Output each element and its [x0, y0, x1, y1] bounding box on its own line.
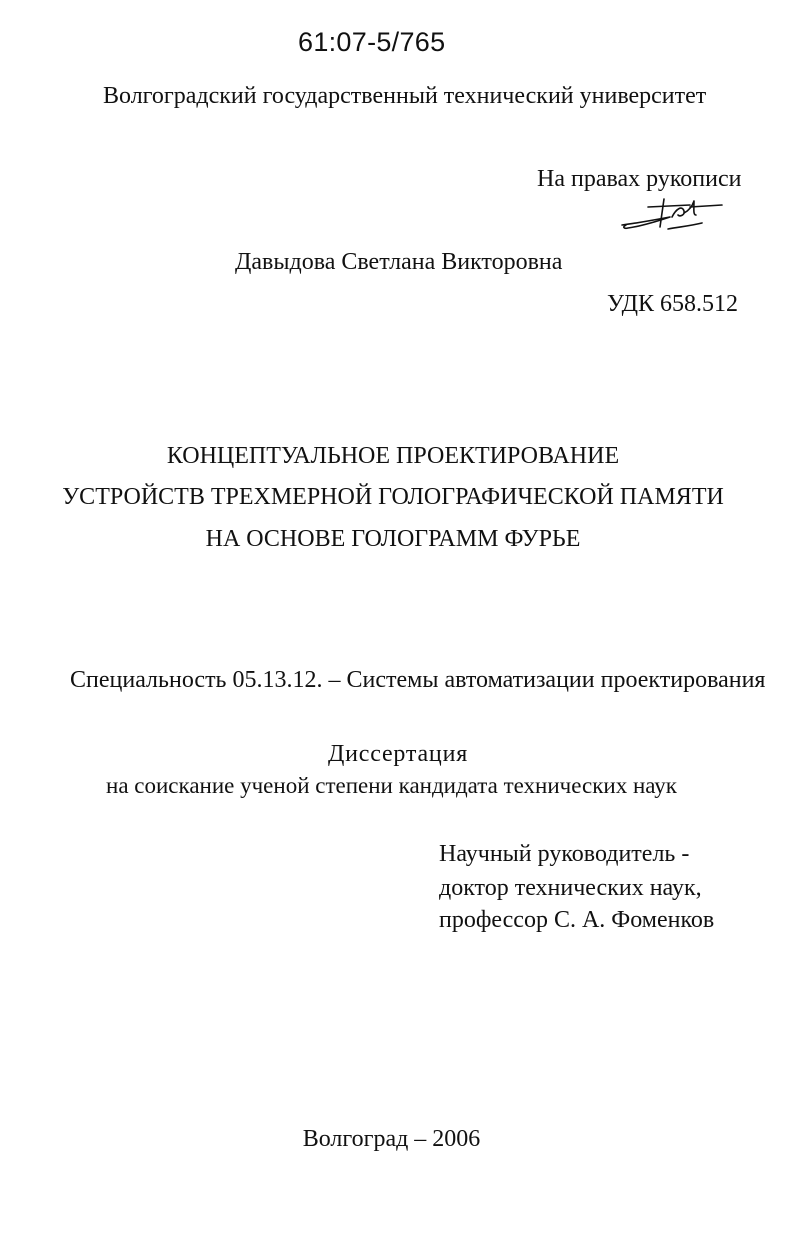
dissertation-title-line-1: КОНЦЕПТУАЛЬНОЕ ПРОЕКТИРОВАНИЕ — [166, 443, 620, 469]
supervisor-name: профессор С. А. Фоменков — [439, 907, 715, 933]
speciality: Специальность 05.13.12. – Системы автоматизации проектирования — [70, 667, 766, 693]
supervisor-degree: доктор технических наук, — [439, 875, 702, 901]
signature-icon — [618, 193, 724, 233]
dissertation-title-line-3: НА ОСНОВЕ ГОЛОГРАММ ФУРЬЕ — [205, 526, 581, 552]
university-name: Волгоградский государственный технический университет — [103, 83, 707, 109]
degree-statement: на соискание ученой степени кандидата технических наук — [106, 773, 677, 798]
udc-code: УДК 658.512 — [607, 291, 738, 317]
dissertation-title-line-2: УСТРОЙСТВ ТРЕХМЕРНОЙ ГОЛОГРАФИЧЕСКОЙ ПАМЯТИ — [62, 484, 724, 510]
city-year: Волгоград – 2006 — [302, 1126, 481, 1152]
author-name: Давыдова Светлана Викторовна — [235, 249, 563, 275]
archive-stamp: 61:07-5/765 — [298, 27, 446, 57]
manuscript-rights-notice: На правах рукописи — [537, 166, 742, 192]
dissertation-heading: Диссертация — [327, 741, 469, 767]
supervisor-role: Научный руководитель - — [439, 841, 690, 867]
